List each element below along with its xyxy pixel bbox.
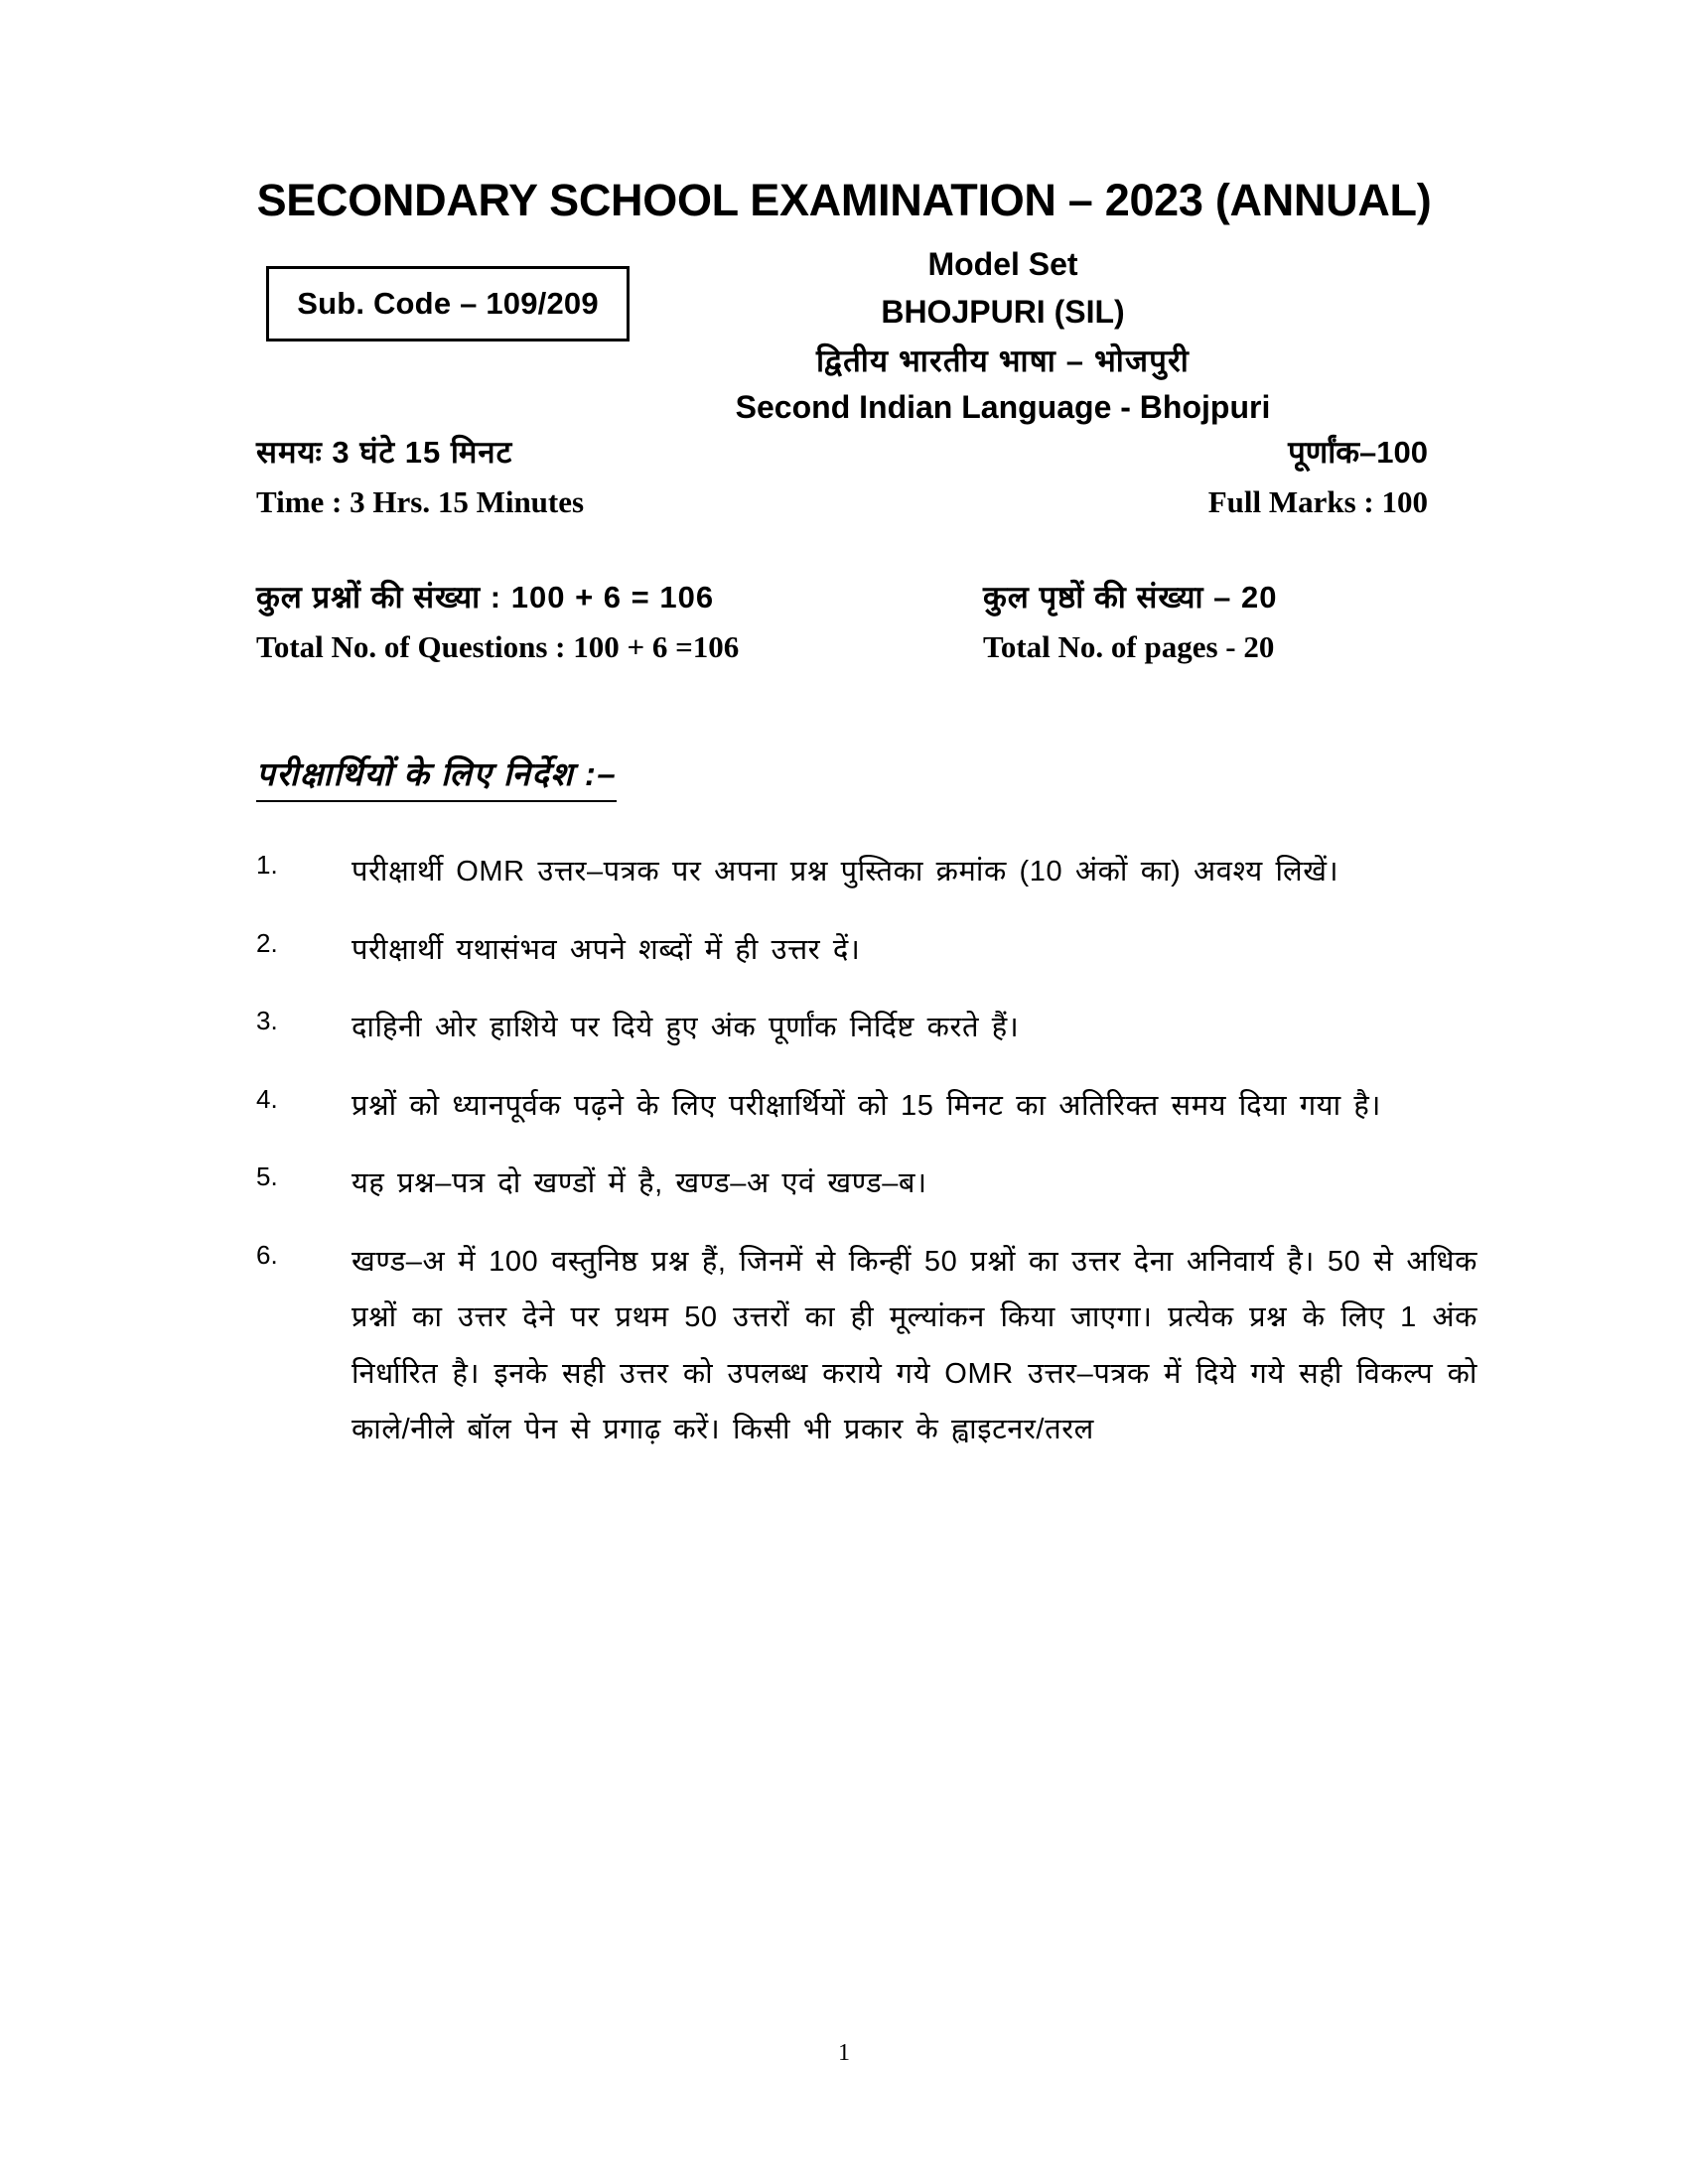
total-questions-english: Total No. of Questions : 100 + 6 =106 (256, 629, 740, 664)
instruction-text: यह प्रश्न–पत्र दो खण्डों में है, खण्ड–अ एवं खण्ड–ब। (352, 1167, 927, 1200)
instructions-heading: परीक्षार्थियों के लिए निर्देश :– (256, 751, 617, 802)
instruction-item-4 (256, 1078, 1477, 1135)
full-marks-hindi: पूर्णांक–100 (1288, 435, 1428, 470)
instruction-text: दाहिनी ओर हाशिये पर दिये हुए अंक पूर्णांक निर्दिष्ट करते हैं। (352, 1012, 1020, 1044)
instruction-number: 2. (256, 927, 278, 958)
instruction-number: 4. (256, 1083, 278, 1114)
instruction-item-2 (256, 922, 1477, 979)
model-set-label: Model Set (927, 246, 1078, 282)
instruction-number: 1. (256, 850, 278, 880)
page-number: 1 (838, 2040, 850, 2066)
instruction-item-5 (256, 1156, 1477, 1212)
total-pages-english: Total No. of pages - 20 (983, 629, 1275, 664)
subject-name-hindi: द्वितीय भारतीय भाषा – भोजपुरी (816, 343, 1190, 378)
subject-code-label: Sub. Code – 109/209 (297, 286, 599, 321)
instruction-text: परीक्षार्थी यथासंभव अपने शब्दों में ही उत्तर दें। (352, 933, 861, 966)
instruction-number: 3. (256, 1006, 278, 1036)
instruction-number: 6. (256, 1239, 278, 1270)
page-title: SECONDARY SCHOOL EXAMINATION – 2023 (ANNUAL) (256, 175, 1432, 225)
exam-duration-hindi: समयः 3 घंटे 15 मिनट (256, 435, 513, 470)
exam-duration-english: Time : 3 Hrs. 15 Minutes (256, 484, 585, 519)
subject-name-english: BHOJPURI (SIL) (881, 294, 1125, 330)
total-questions-hindi: कुल प्रश्नों की संख्या : 100 + 6 = 106 (256, 580, 715, 614)
instruction-number: 5. (256, 1161, 278, 1192)
subject-subtitle-english: Second Indian Language - Bhojpuri (735, 389, 1271, 425)
instruction-text: प्रश्नों को ध्यानपूर्वक पढ़ने के लिए परीक्षार्थियों को 15 मिनट का अतिरिक्त समय दिया गया है। (352, 1089, 1381, 1122)
instruction-item-1 (256, 844, 1477, 900)
instruction-text: परीक्षार्थी OMR उत्तर–पत्रक पर अपना प्रश्न पुस्तिका क्रमांक (10 अंकों का) अवश्य लिखें। (352, 856, 1339, 887)
instruction-item-6 (256, 1234, 1477, 1458)
full-marks-english: Full Marks : 100 (1207, 484, 1428, 519)
instruction-text: खण्ड–अ में 100 वस्तुनिष्ठ प्रश्न हैं, जिनमें से किन्हीं 50 प्रश्नों का उत्तर देना अनिवार्य है। 50 से अधिक प्रश्नों का उत्तर देने पर प्रथम 50 उत्तरों का ही मूल्यांकन किया जाएगा। प्रत्येक प्रश्न के लिए 1 अंक निर्धारित है। इनके सही उत्तर को उपलब्ध कराये गये OMR उत्तर–पत्रक में दिये गये सही विकल्प को काले/नीले बॉल पेन से प्रगाढ़ करें। किसी भी प्रकार के ह्वाइटनर/तरल (352, 1245, 1477, 1446)
instructions-list (256, 844, 1477, 1480)
total-pages-hindi: कुल पृष्ठों की संख्या – 20 (983, 580, 1278, 614)
instruction-item-3 (256, 1000, 1477, 1056)
